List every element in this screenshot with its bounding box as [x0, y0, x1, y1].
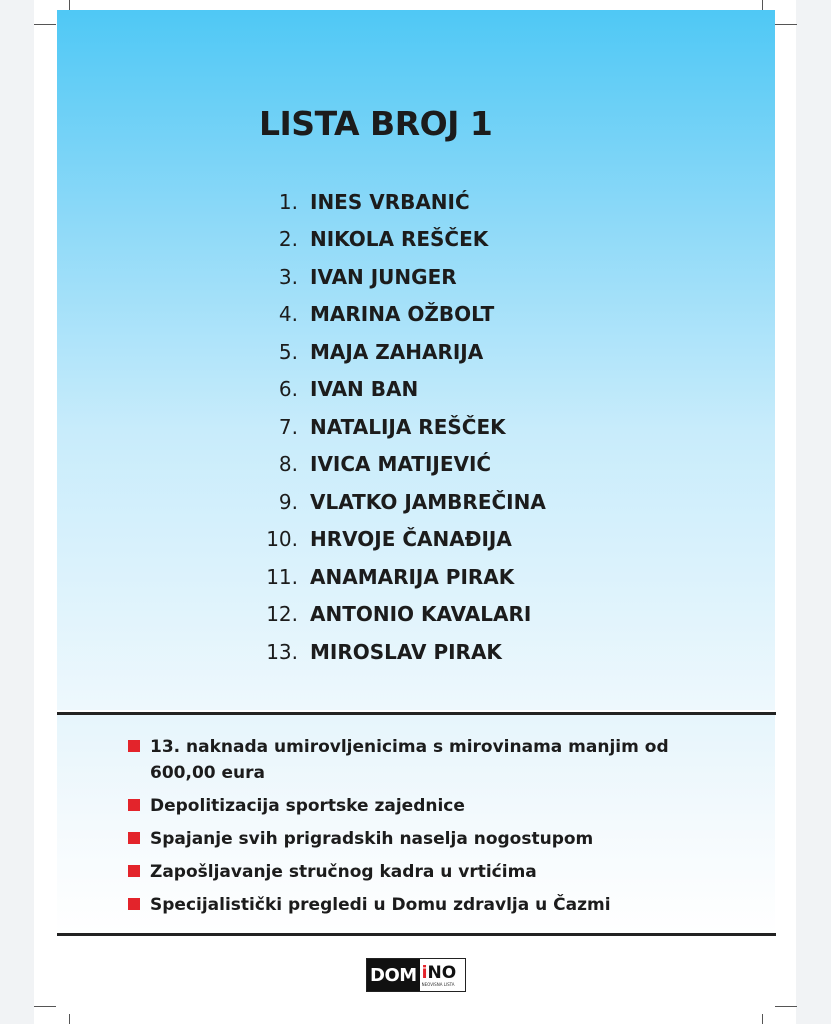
candidate-number: 8. — [278, 452, 298, 477]
candidate-number: 13. — [266, 639, 298, 664]
domino-logo — [366, 958, 466, 992]
candidate-number: 10. — [266, 527, 298, 552]
candidate-item — [250, 521, 546, 559]
crop-mark — [775, 24, 797, 25]
program-item — [128, 734, 688, 786]
crop-mark — [762, 1014, 763, 1024]
candidate-item — [250, 483, 546, 521]
logo-end-label: NO — [427, 962, 457, 983]
candidate-name: VLATKO JAMBREČINA — [310, 489, 546, 514]
candidate-number: 3. — [278, 264, 298, 289]
candidate-name: IVAN JUNGER — [310, 264, 457, 289]
logo-side — [420, 959, 465, 991]
candidate-name: IVAN BAN — [310, 377, 419, 402]
candidate-name: IVICA MATIJEVIĆ — [310, 452, 492, 477]
candidate-list — [250, 183, 546, 671]
candidate-name: NIKOLA REŠČEK — [310, 227, 489, 252]
candidate-item — [250, 446, 546, 484]
red-square-bullet-icon — [128, 832, 140, 844]
candidate-item — [250, 408, 546, 446]
list-title: LISTA BROJ 1 — [259, 104, 493, 143]
candidate-name: MIROSLAV PIRAK — [310, 639, 502, 664]
divider-bottom — [57, 933, 776, 936]
crop-mark — [69, 0, 70, 10]
program-item-text: Specijalistički pregledi u Domu zdravlja u Čazmi — [150, 895, 611, 915]
red-square-bullet-icon — [128, 740, 140, 752]
red-square-bullet-icon — [128, 799, 140, 811]
candidate-item — [250, 221, 546, 259]
crop-mark — [34, 24, 56, 25]
candidate-name: MARINA OŽBOLT — [310, 302, 495, 327]
candidate-item — [250, 258, 546, 296]
candidate-item — [250, 183, 546, 221]
candidate-item — [250, 371, 546, 409]
logo-end-text — [422, 964, 465, 982]
program-item-text: 13. naknada umirovljenicima s mirovinama manjim od 600,00 eura — [150, 737, 669, 783]
candidate-item — [250, 558, 546, 596]
candidate-number: 9. — [278, 489, 298, 514]
candidate-number: 11. — [266, 564, 298, 589]
candidate-name: MAJA ZAHARIJA — [310, 339, 484, 364]
candidate-number: 7. — [278, 414, 298, 439]
candidate-number: 2. — [278, 227, 298, 252]
logo-main-text: DOM — [367, 959, 420, 991]
crop-mark — [775, 1006, 797, 1007]
candidate-number: 5. — [278, 339, 298, 364]
program-item-text: Spajanje svih prigradskih naselja nogostupom — [150, 829, 594, 849]
crop-mark — [34, 1006, 56, 1007]
candidate-item — [250, 596, 546, 634]
red-square-bullet-icon — [128, 898, 140, 910]
logo-tagline: NEOVISNA LISTA — [421, 981, 455, 987]
program-list — [128, 734, 688, 925]
candidate-name: INES VRBANIĆ — [310, 189, 470, 214]
candidate-number: 4. — [278, 302, 298, 327]
program-item — [128, 826, 688, 852]
red-square-bullet-icon — [128, 865, 140, 877]
candidate-name: NATALIJA REŠČEK — [310, 414, 506, 439]
candidate-item — [250, 296, 546, 334]
candidate-item — [250, 333, 546, 371]
candidate-name: HRVOJE ČANAĐIJA — [310, 527, 512, 552]
logo-i-mark: i — [421, 962, 428, 983]
candidate-number: 1. — [278, 189, 298, 214]
candidate-item — [250, 633, 546, 671]
program-item — [128, 859, 688, 885]
candidate-number: 6. — [278, 377, 298, 402]
candidate-name: ANTONIO KAVALARI — [310, 602, 532, 627]
program-item — [128, 892, 688, 918]
program-item-text: Depolitizacija sportske zajednice — [150, 796, 465, 816]
crop-mark — [69, 1014, 70, 1024]
program-item-text: Zapošljavanje stručnog kadra u vrtićima — [150, 862, 537, 882]
program-item — [128, 793, 688, 819]
candidate-number: 12. — [266, 602, 298, 627]
candidate-name: ANAMARIJA PIRAK — [310, 564, 515, 589]
crop-mark — [762, 0, 763, 10]
